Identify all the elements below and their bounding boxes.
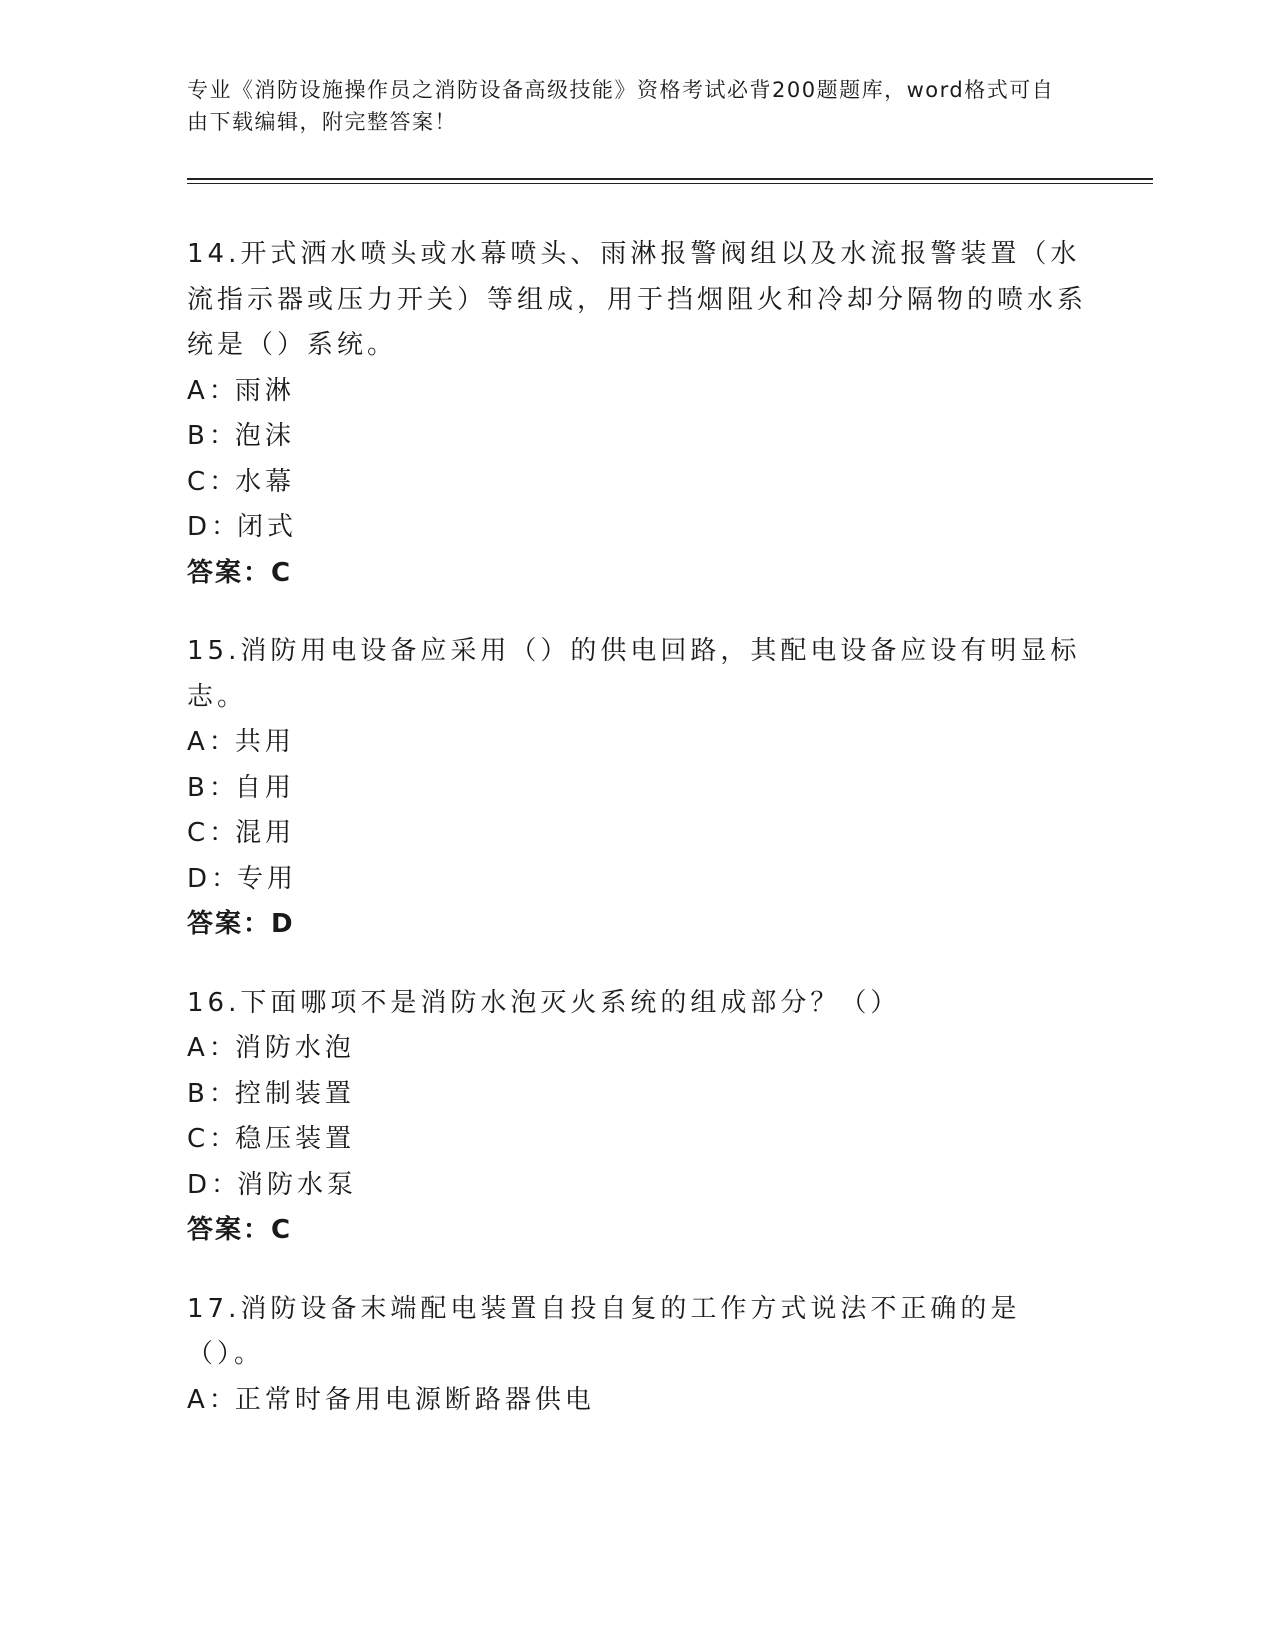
- option-a: A：共用: [187, 727, 295, 757]
- option-d: D：专用: [187, 863, 298, 894]
- header-rule-thick: [187, 178, 1153, 180]
- option-letter: C: [187, 466, 210, 497]
- question-15: [187, 629, 1087, 948]
- option-text: 混用: [235, 818, 296, 848]
- option-text: 闭式: [237, 512, 298, 542]
- option-letter: A: [187, 375, 209, 406]
- option-letter: A: [187, 1384, 209, 1415]
- option-letter: D: [187, 1169, 212, 1200]
- option-letter: B: [187, 1078, 209, 1109]
- header-rule-thin: [187, 183, 1153, 184]
- option-text: 自用: [234, 772, 295, 803]
- question-stem: 14.开式洒水喷头或水幕喷头、雨淋报警阀组以及水流报警装置（水流指示器或压力开关）等组成，用于挡烟阻火和冷却分隔物的喷水系统是（）系统。: [187, 239, 1088, 360]
- answer-line: 答案：D: [187, 909, 295, 939]
- option-d: D：闭式: [187, 512, 298, 542]
- option-letter: D: [187, 863, 212, 894]
- option-c: C：水幕: [187, 466, 296, 497]
- document-header: 专业《消防设施操作员之消防设备高级技能》资格考试必背200题题库，word格式可自由下载编辑，附完整答案！: [187, 78, 1055, 134]
- option-letter: C: [187, 1124, 210, 1154]
- question-17: [187, 1287, 1087, 1424]
- option-text: 泡沫: [234, 421, 295, 451]
- option-text: 水幕: [235, 466, 296, 497]
- option-letter: A: [187, 727, 209, 757]
- option-text: 共用: [234, 727, 295, 757]
- question-list: [187, 232, 1087, 1456]
- question-stem: 17.消防设备末端配电装置自投自复的工作方式说法不正确的是（）。: [187, 1293, 1021, 1369]
- option-text: 雨淋: [234, 375, 295, 406]
- question-16: [187, 981, 1087, 1254]
- option-b: B：自用: [187, 772, 295, 803]
- option-a: A：正常时备用电源断路器供电: [187, 1384, 595, 1415]
- option-text: 稳压装置: [235, 1124, 356, 1154]
- answer-line: 答案：C: [187, 557, 293, 588]
- question-stem: 15.消防用电设备应采用（）的供电回路，其配电设备应设有明显标志。: [187, 636, 1081, 712]
- question-stem: 16.下面哪项不是消防水泡灭火系统的组成部分？（）: [187, 987, 901, 1018]
- option-text: 专用: [237, 863, 298, 894]
- option-letter: C: [187, 818, 210, 848]
- option-letter: A: [187, 1033, 209, 1063]
- option-a: A：雨淋: [187, 375, 295, 406]
- option-text: 正常时备用电源断路器供电: [234, 1384, 595, 1415]
- option-letter: B: [187, 421, 209, 451]
- option-text: 消防水泵: [237, 1169, 358, 1200]
- option-text: 消防水泡: [234, 1033, 355, 1063]
- question-14: [187, 232, 1087, 596]
- option-a: A：消防水泡: [187, 1033, 355, 1063]
- option-b: B：控制装置: [187, 1078, 355, 1109]
- option-c: C：稳压装置: [187, 1124, 356, 1154]
- option-letter: B: [187, 772, 209, 803]
- option-c: C：混用: [187, 818, 296, 848]
- option-letter: D: [187, 512, 212, 542]
- answer-line: 答案：C: [187, 1215, 293, 1245]
- option-b: B：泡沫: [187, 421, 295, 451]
- option-d: D：消防水泵: [187, 1169, 358, 1200]
- option-text: 控制装置: [234, 1078, 355, 1109]
